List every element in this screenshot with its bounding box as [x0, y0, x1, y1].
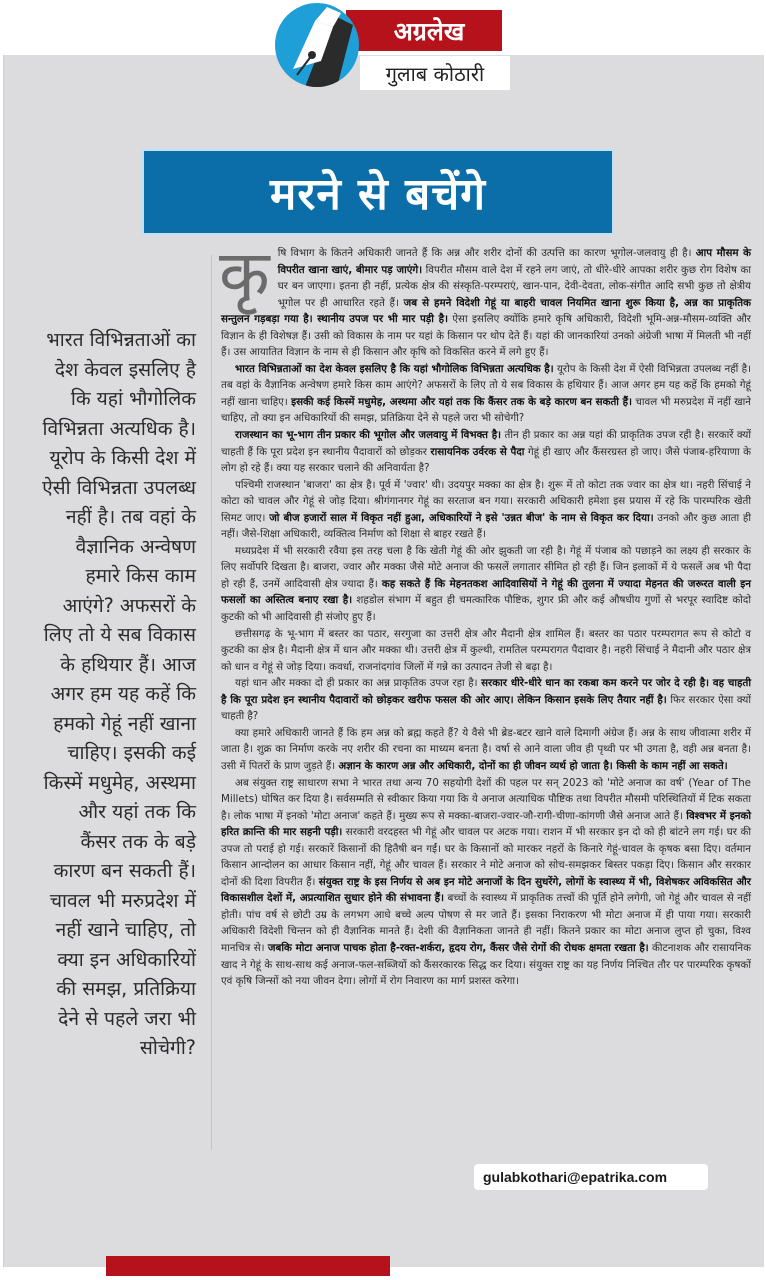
paragraph-text: विपरीत मौसम वाले देश में रहने लग जाएं, तो धीरे-धीरे आपका शरीर कुछ रोग विशेष का घर बन जाएगा। इतना ही नहीं, प्रत्येक क्षेत्र की संस्कृति-परम्पराएं, खान-पान, देवी-देवता, लोक-संगीत आदि सभी कुछ तो क्षेत्रीय भूगोल पर ही आधारित रहते हैं।: [277, 263, 751, 309]
article-paragraph: [219, 236, 752, 361]
column-divider: [211, 255, 212, 1150]
article-body: [219, 236, 752, 990]
emphasized-text: संयुक्त राष्ट्र के इस निर्णय से अब इन मोटे अनाजों के दिन सुधरेंगे, लोगों के स्वास्थ्य में भी, विशेषकर अविकसित और विकासशील देशों में, अप्रत्याशित सुधार होने की संभावना हैं।: [221, 875, 751, 905]
paragraph-text: तीन ही प्रकार का अन्न यहां की प्राकृतिक उपज रही है। सरकारें क्यों चाहती हैं कि पूरा प्रदेश इन स्थानीय पैदावारों को छोड़कर: [221, 429, 751, 458]
emphasized-text: कह सकते हैं कि मेहनतकश आदिवासियों ने गेहूं की तुलना में ज्यादा मेहनत की जरूरत वाली इन फसलों का अस्तित्व बनाए रखा है।: [221, 577, 751, 607]
article-paragraph: [221, 477, 751, 543]
paragraph-text: अब संयुक्त राष्ट्र साधारण सभा ने भारत तथा अन्य 70 सहयोगी देशों की पहल पर सन् 2023 को 'मोटे अनाज का वर्ष' (Year of The Millets) घोषित कर दिया है। सर्वसम्मति से स्वीकार किया गया कि ये अनाज अत्याधिक पौष्टिक तथा विपरीत मौसमी परिस्थितियों में टिक सकता है। लोक भाषा में इनको 'मोटा अनाज' कहते हैं। मुख्य रूप से मक्का-बाजरा-ज्वार-जौ-रागी-चीणा-कांगणी जैसे अनाज आते हैं।: [221, 776, 751, 822]
paragraph-text: शहडोल संभाग में बहुत ही चमत्कारिक पौष्टिक, शुगर फ्री और कई औषधीय गुणों से भरपूर स्वादिष्ट कोदो कुटकी को भी आदिवासी ही संजोए हुए हैं।: [221, 594, 751, 624]
emphasized-text: रासायनिक उर्वरक से पैदा: [430, 445, 525, 458]
article-paragraph: [221, 427, 751, 477]
emphasized-text: भारत विभिन्नताओं का देश केवल इसलिए है कि यहां भौगोलिक विभिन्नता अत्यधिक है।: [235, 362, 554, 375]
emphasized-text: विश्वभर में इनको हरित क्रान्ति की मार सहनी पड़ी।: [221, 809, 751, 839]
emphasized-text: अज्ञान के कारण अन्न और अधिकारी, दोनों का ही जीवन व्यर्थ हो जाता है। किसी के काम नहीं आ सकते।: [338, 759, 728, 772]
paragraph-text: ऐसा इसलिए क्योंकि हमारे कृषि अधिकारी, विदेशी भूमि-अन्न-मौसम-व्यक्ति और विज्ञान के ही विशेषज्ञ हैं। उसी को विकास के नाम पर यहां के किसान पर थोप देते हैं। यहां की जानकारियां उनको अंग्रेजी भाषा में मिलती भी नहीं हैं। उस आयातित विज्ञान के नाम से ही किसान और कृषि को विकसित करने में लगे हुए हैं।: [221, 313, 752, 359]
author-email[interactable]: gulabkothari@epatrika.com: [474, 1164, 708, 1190]
paragraph-text: यूरोप के किसी देश में ऐसी विभिन्नता उपलब्ध नहीं है। तब वहां के वैज्ञानिक अन्वेषण हमारे किस काम आएंगे? अफसरों के लिए तो ये सब विकास के हथियार हैं। आज अगर हम यह कहें कि हमको गेहूं नहीं खाना चाहिए।: [221, 362, 751, 408]
emphasized-text: आप मौसम के विपरीत खाना खाएं, बीमार पड़ जाएंगे।: [277, 247, 751, 276]
paragraph-text: कीटनाशक और रासायनिक खाद ने गेहूं के साथ-साथ कई अनाज-फल-सब्जियों को कैंसरकारक सिद्ध कर दिया। संयुक्त राष्ट्र का यह निर्णय निश्चित तौर पर पारम्परिक कृषकों एवं कृषि जिन्सों को नया जीवन देगा। लोगों में रोग निवारण का मार्ग प्रशस्त करेगा।: [221, 941, 751, 988]
paragraph-text: क्या हमारे अधिकारी जानते हैं कि हम अन्न को ब्रह्म कहते हैं? ये वैसे भी ब्रेड-बटर खाने वाले दिमागी अंग्रेज हैं। अन्न के साथ जीवात्मा शरीर में जाता है। शुक्र का निर्माण करके नए शरीर की रचना का माध्यम बनता है। वर्षा से आने वाला जीव ही पृथ्वी पर भी उगता है, वही अन्न बनता है। उसी में पितरों के प्राण जुड़ते हैं।: [221, 726, 751, 772]
paragraph-text: फिर सरकार ऐसा क्यों चाहती है?: [221, 693, 751, 723]
paragraph-text: बच्चों के स्वास्थ्य में प्राकृतिक तत्त्वों की पूर्ति होने लगेगी, जो गेहूं और चावल से नहीं होती। पांच वर्ष से छोटी उम्र के लगभग आधे बच्चे अल्प पोषण से मर जाते हैं। इसका निराकरण भी मोटा अनाज में ही पाया गया। सरकारी अधिकारी विदेशी चिन्तन को ही वैज्ञानिक मानते हैं। देशी की वैज्ञानिकता जानते ही नहीं। कितने प्रकार का मोटा अनाज लुप्त हो चुका, विश्व मानचित्र से।: [221, 892, 752, 954]
paragraph-text: उनको और कुछ आता ही नहीं। जैसे-शिक्षा अधिकारी, व्यक्तित्व निर्माण को शिक्षा से बाहर रखते हैं।: [221, 511, 751, 541]
headline: मरने से बचेंगे: [270, 169, 486, 220]
emphasized-text: जबकि मोटा अनाज पाचक होता है-रक्त-शर्करा, हृदय रोग, कैंसर जैसे रोगों की रोधक क्षमता रखता है।: [267, 941, 649, 954]
drop-cap: कृ: [219, 236, 270, 313]
emphasized-text: जो बीज हजारों साल में विकृत नहीं हुआ, अधिकारियों ने इसे 'उन्नत बीज' के नाम से विकृत कर दिया।: [269, 511, 654, 524]
article-paragraphs: [219, 236, 752, 990]
article-paragraph: [221, 361, 751, 427]
emphasized-text: राजस्थान का भू-भाग तीन प्रकार की भूगोल और जलवायु में विभक्त है।: [235, 429, 502, 442]
emphasized-text: इसकी कई किस्में मधुमेह, अस्थमा और यहां तक कि कैंसर तक के बड़े कारण बन सकती हैं।: [291, 395, 632, 408]
paragraph-text: मध्यप्रदेश में भी सरकारी रवैया इस तरह चला है कि खेती गेहूं की ओर झुकती जा रही है। गेहूं में पंजाब को पछाड़ने का लक्ष्य ही सरकार के लिए सर्वोपरि दिखता है। बाजरा, ज्वार और मक्का जैसे मोटे अनाज की फसलें लगातार सीमित हो रही हैं। जिन इलाकों में ये फसलें अब भी पैदा हो रही हैं, उनमें आदिवासी क्षेत्र ज्यादा हैं।: [221, 544, 751, 590]
footer-bar: [106, 1256, 390, 1276]
article-paragraph: [221, 675, 751, 725]
paragraph-text: गेहूं ही खाए और कैंसरग्रस्त हो जाए। जैसे पंजाब-हरियाणा के लोग हो रहे हैं। क्या यह सरकार चलाने की अनिवार्यता है?: [221, 445, 751, 475]
paragraph-text: यहां धान और मक्का दो ही प्रकार का अन्न प्राकृतिक उपज रहा है।: [235, 677, 482, 690]
fountain-pen-nib-icon: [275, 3, 359, 87]
paragraph-text: षि विभाग के कितने अधिकारी जानते हैं कि अन्न और शरीर दोनों की उत्पत्ति का कारण भूगोल-जलवायु ही है।: [277, 247, 696, 259]
paragraph-text: सरकारी वरदहस्त भी गेहूं और चावल पर अटक गया। राशन में भी सरकार इन दो को ही बांटने लग गई। घर की उपज तो पराई हो गई। सरकारें किसानों की हितैषी बन गईं। घर के किसानों को मारकर नहरों के किनारे गेहूं-चावल के कृषक बसा दिए। वर्तमान किसान आन्दोलन का आधार किसान नहीं, गेहूं और चावल हैं। सरकार ने मोटे अनाज को सोच-समझकर बिस्तर पकड़ा दिए। किसान और सरकार दोनों की दिशा विपरीत हैं।: [221, 826, 751, 888]
article-paragraph: [221, 725, 751, 775]
article-paragraph: [221, 543, 751, 626]
author-byline: गुलाब कोठारी: [360, 56, 510, 90]
section-label: अग्रलेख: [346, 10, 502, 51]
headline-banner: [144, 151, 612, 233]
paragraph-text: छत्तीसगढ़ के भू-भाग में बस्तर का पठार, सरगुजा का उत्तरी क्षेत्र और मैदानी क्षेत्र शामिल हैं। बस्तर का पठार परम्परागत रूप से कोटो व कुटकी का क्षेत्र है। मैदानी क्षेत्र में धान और मक्का थी। उत्तरी क्षेत्र में कुल्थी, रामतिल परम्परागत पैदावार है। नहरी सिंचाई ने मैदानी और पठार क्षेत्र को धान व गेहूं से जोड़ दिया। कवर्धा, राजनांदगांव जिलों में गन्ने का उत्पादन तेजी से बढ़ा है।: [221, 627, 751, 673]
emphasized-text: सरकार धीरे-धीरे धान का रकबा कम करने पर जोर दे रही है। वह चाहती है कि पूरा प्रदेश इन स्थानीय पैदावारों को छोड़कर खरीफ फसल की ओर आए। लेकिन किसान इसके लिए तैयार नहीं है।: [221, 677, 751, 706]
paragraph-text: पश्चिमी राजस्थान 'बाजरा' का क्षेत्र है। पूर्व में 'ज्वार' थी। उदयपुर मक्का का क्षेत्र है। शुरू में तो कोटा तक ज्वार का क्षेत्र था। नहरी सिंचाई ने कोटा को चावल और गेहूं से जोड़ दिया। श्रीगंगानगर गेहूं का सरताज बन गया। सरकारी अधिकारी हमेशा इस प्रयास में रहे कि पारम्परिक खेती सिमट जाए।: [221, 478, 751, 524]
article-paragraph: [221, 626, 751, 676]
emphasized-text: जब से हमने विदेशी गेहूं या बाहरी चावल नियमित खाना शुरू किया है, अन्न का प्राकृतिक सन्तुलन गड़बड़ा गया है। स्थानीय उपज पर भी मार पड़ी है।: [221, 296, 752, 326]
pull-quote: भारत विभिन्नताओं का देश केवल इसलिए है कि यहां भौगोलिक विभिन्नता अत्यधिक है। यूरोप के किसी देश में ऐसी विभिन्नता उपलब्ध नहीं है। तब वहां के वैज्ञानिक अन्वेषण हमारे किस काम आएंगे? अफसरों के लिए तो ये सब विकास के हथियार हैं। आज अगर हम यह कहें कि हमको गेहूं नहीं खाना चाहिए। इसकी कई किस्में मधुमेह, अस्थमा और यहां तक कि कैंसर तक के बड़े कारण बन सकती हैं। चावल भी मरुप्रदेश में नहीं खाने चाहिए, तो क्या इन अधिकारियों की समझ, प्रतिक्रिया देने से पहले जरा भी सोचेगी?: [42, 328, 196, 1059]
article-paragraph: [221, 775, 751, 990]
paragraph-text: चावल भी मरुप्रदेश में नहीं खाने चाहिए, तो क्या इन अधिकारियों की समझ, प्रतिक्रिया देने से पहले जरा भी सोचेगी?: [221, 395, 751, 425]
